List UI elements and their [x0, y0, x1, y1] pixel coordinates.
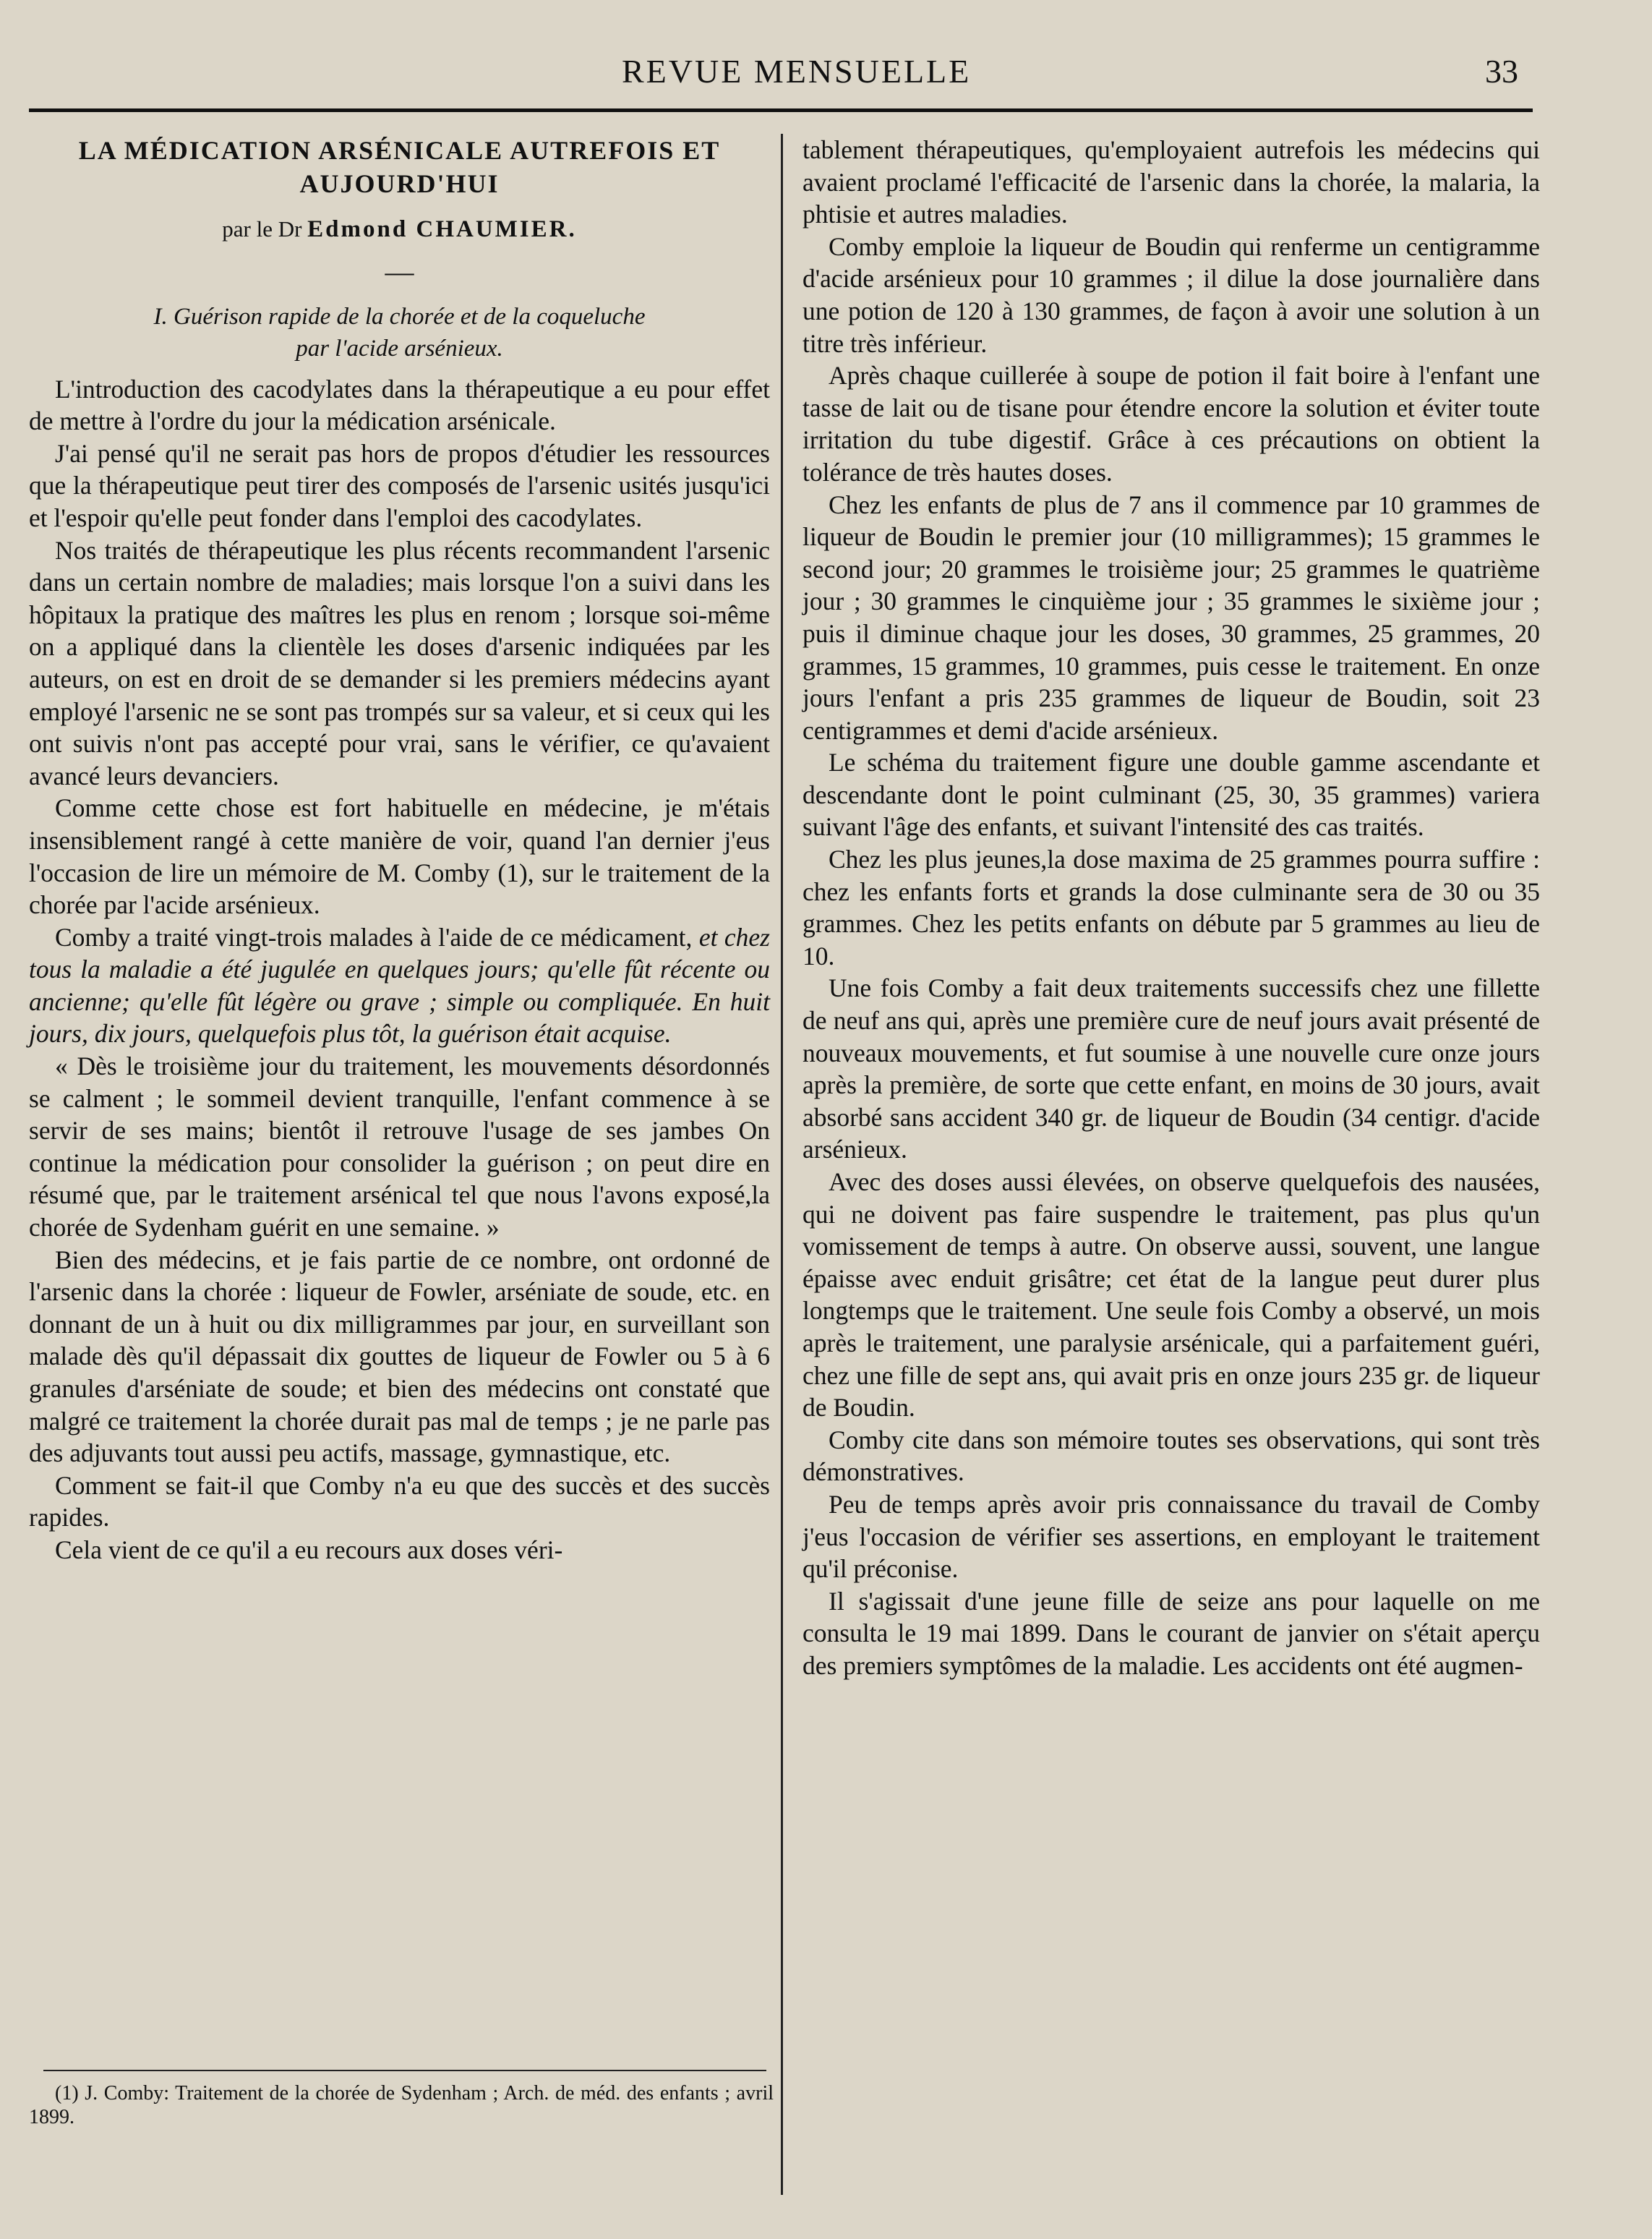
- paragraph: Il s'agissait d'une jeune fille de seize ans pour laquelle on me consulta le 19 mai 1899. Dans le courant de janvier on s'était aperçu des premiers symptômes de la maladie. Les accidents ont été augmen-: [803, 1586, 1540, 1680]
- article-title: [29, 134, 770, 200]
- byline: [29, 213, 770, 246]
- paragraph: J'ai pensé qu'il ne serait pas hors de propos d'étudier les ressources que la thérapeutique peut tirer des composés de l'arsenic usités jusqu'ici et l'espoir qu'elle peut fonder dans l'emploi des cacodylates.: [29, 438, 770, 532]
- paragraph: Comby cite dans son mémoire toutes ses observations, qui sont très démonstratives.: [803, 1425, 1540, 1487]
- paragraph: Comby emploie la liqueur de Boudin qui renferme un centigramme d'acide arsénieux pour 10 grammes ; il dilue la dose journalière dans une potion de 120 à 130 grammes, de façon à avoir une solution à un titre très inférieur.: [803, 231, 1540, 358]
- section-heading-line-2: par l'acide arsénieux.: [296, 335, 503, 362]
- paragraph: Chez les plus jeunes,la dose maxima de 25 grammes pourra suffire : chez les enfants forts et grands la dose culminante sera de 30 ou 35 grammes. Chez les petits enfants on débute par 5 grammes au lieu de 10.: [803, 845, 1540, 971]
- paragraph: Une fois Comby a fait deux traitements successifs chez une fillette de neuf ans qui, après une première cure de neuf jours avait présenté de nouveaux mouvements, et fut soumise à une nouvelle cure onze jours après la première, de sorte que cette enfant, en moins de 30 jours, avait absorbé sans accident 340 gr. de liqueur de Boudin (34 centigr. d'acide arsénieux.: [803, 973, 1540, 1164]
- footnote-rule: [43, 2070, 766, 2071]
- paragraph-continuation: tablement thérapeutiques, qu'employaient autrefois les médecins qui avaient proclamé l'efficacité de l'arsenic dans la chorée, la malaria, la phtisie et autres maladies.: [803, 135, 1540, 229]
- right-column: [803, 134, 1540, 1682]
- byline-prefix: par le Dr: [222, 216, 308, 242]
- paragraph: Peu de temps après avoir pris connaissance du travail de Comby j'eus l'occasion de vérifier ses assertions, en employant le traitement qu'il préconise.: [803, 1489, 1540, 1584]
- article-title-line-2: AUJOURD'HUI: [299, 169, 500, 198]
- page-number: 33: [1485, 53, 1518, 90]
- paragraph: [29, 921, 770, 1050]
- footnote: (1) J. Comby: Traitement de la chorée de Sydenham ; Arch. de méd. des enfants ; avril 1899.: [29, 2082, 774, 2128]
- paragraph: Le schéma du traitement figure une double gamme ascendante et descendante dont le point culminant (25, 30, 35 grammes) variera suivant l'âge des enfants, et suivant l'intensité des cas traités.: [803, 748, 1540, 842]
- paragraph: « Dès le troisième jour du traitement, les mouvements désordonnés se calment ; le sommeil devient tranquille, l'enfant commence à se servir de ses mains; bientôt il retrouve l'usage de ses jambes On continue la médication pour consolider la guérison ; on peut dire en résumé que, par le traitement arsénical tel que nous l'avons exposé,la chorée de Sydenham guérit en une semaine. »: [29, 1052, 770, 1242]
- comby-text: Comby a traité vingt-trois malades à l'aide de ce médicament,: [55, 922, 699, 952]
- title-separator: —: [385, 255, 414, 288]
- header-rule: [29, 108, 1533, 112]
- paragraph: Nos traités de thérapeutique les plus récents recommandent l'arsenic dans un certain nombre de maladies; mais lorsque l'on a suivi dans les hôpitaux la pratique des maîtres les plus en renom ; lorsque soi-même on a appliqué dans la clientèle les doses d'arsenic indiquées par les auteurs, on est en droit de se demander si les premiers médecins ayant employé l'arsenic ne se sont pas trompés sur sa valeur, et si ceux qui les ont suivis n'ont pas accepté pour vrai, sans le vérifier, ce qu'avaient avancé leurs devanciers.: [29, 535, 770, 790]
- paragraph: Chez les enfants de plus de 7 ans il commence par 10 grammes de liqueur de Boudin le premier jour (10 milligrammes); 15 grammes le second jour; 20 grammes le troisième jour; 25 grammes le quatrième jour ; 30 grammes le cinquième jour ; 35 grammes le sixième jour ; puis il diminue chaque jour les doses, 30 grammes, 25 grammes, 20 grammes, 15 grammes, 10 grammes, puis cesse le traitement. En onze jours l'enfant a pris 235 grammes de liqueur de Boudin, soit 23 centigrammes et demi d'acide arsénieux.: [803, 490, 1540, 745]
- section-heading-line-1: I. Guérison rapide de la chorée et de la coqueluche: [153, 303, 646, 330]
- paragraph: Comment se fait-il que Comby n'a eu que des succès et des succès rapides.: [29, 1470, 770, 1532]
- article-title-line-1: LA MÉDICATION ARSÉNICALE AUTREFOIS ET: [78, 136, 721, 165]
- paragraph: Avec des doses aussi élevées, on observe quelquefois des nausées, qui ne doivent pas faire suspendre le traitement, pas plus qu'un vomissement de temps à autre. On observe aussi, souvent, une langue épaisse avec enduit grisâtre; cet état de la langue peut durer plus longtemps que le traitement. Une seule fois Comby a observé, un mois après le traitement, une paralysie arsénicale, qui a parfaitement guéri, chez une fille de sept ans, qui avait pris en onze jours 235 gr. de liqueur de Boudin.: [803, 1167, 1540, 1423]
- author-name: Edmond CHAUMIER.: [307, 216, 577, 242]
- column-divider: [781, 134, 783, 2195]
- journal-title: REVUE MENSUELLE: [622, 53, 972, 90]
- paragraph: Cela vient de ce qu'il a eu recours aux doses véri-: [55, 1535, 563, 1564]
- paragraph: Après chaque cuillerée à soupe de potion il fait boire à l'enfant une tasse de lait ou de tisane pour étendre encore la solution et éviter toute irritation du tube digestif. Grâce à ces précautions on obtient la tolérance de très hautes doses.: [803, 361, 1540, 487]
- paragraph: Comme cette chose est fort habituelle en médecine, je m'étais insensiblement rangé à cette manière de voir, quand l'an dernier j'eus l'occasion de lire un mémoire de M. Comby (1), sur le traitement de la chorée par l'acide arsénieux.: [29, 793, 770, 920]
- paragraph: Bien des médecins, et je fais partie de ce nombre, ont ordonné de l'arsenic dans la chorée : liqueur de Fowler, arséniate de soude, etc. en donnant de un à huit ou dix milligrammes par jour, en surveillant son malade dès qu'il dépassait dix gouttes de liqueur de Fowler ou 5 à 6 granules d'arséniate de soude; et bien des médecins ont constaté que malgré ce traitement la chorée durait pas mal de temps ; je ne parle pas des adjuvants tout aussi peu actifs, massage, gymnastique, etc.: [29, 1245, 770, 1468]
- comby-italic-text: et chez tous la maladie a été jugulée en quelques jours; qu'elle fût récente ou ancienne; qu'elle fût légère ou grave ; simple ou compliquée. En huit jours, dix jours, quelquefois plus tôt, la guérison était acquise.: [29, 922, 770, 1049]
- running-head: [29, 52, 1518, 95]
- paragraph: L'introduction des cacodylates dans la thérapeutique a eu pour effet de mettre à l'ordre du jour la médication arsénicale.: [29, 374, 770, 436]
- left-column: [29, 134, 770, 1566]
- section-heading: [29, 301, 770, 364]
